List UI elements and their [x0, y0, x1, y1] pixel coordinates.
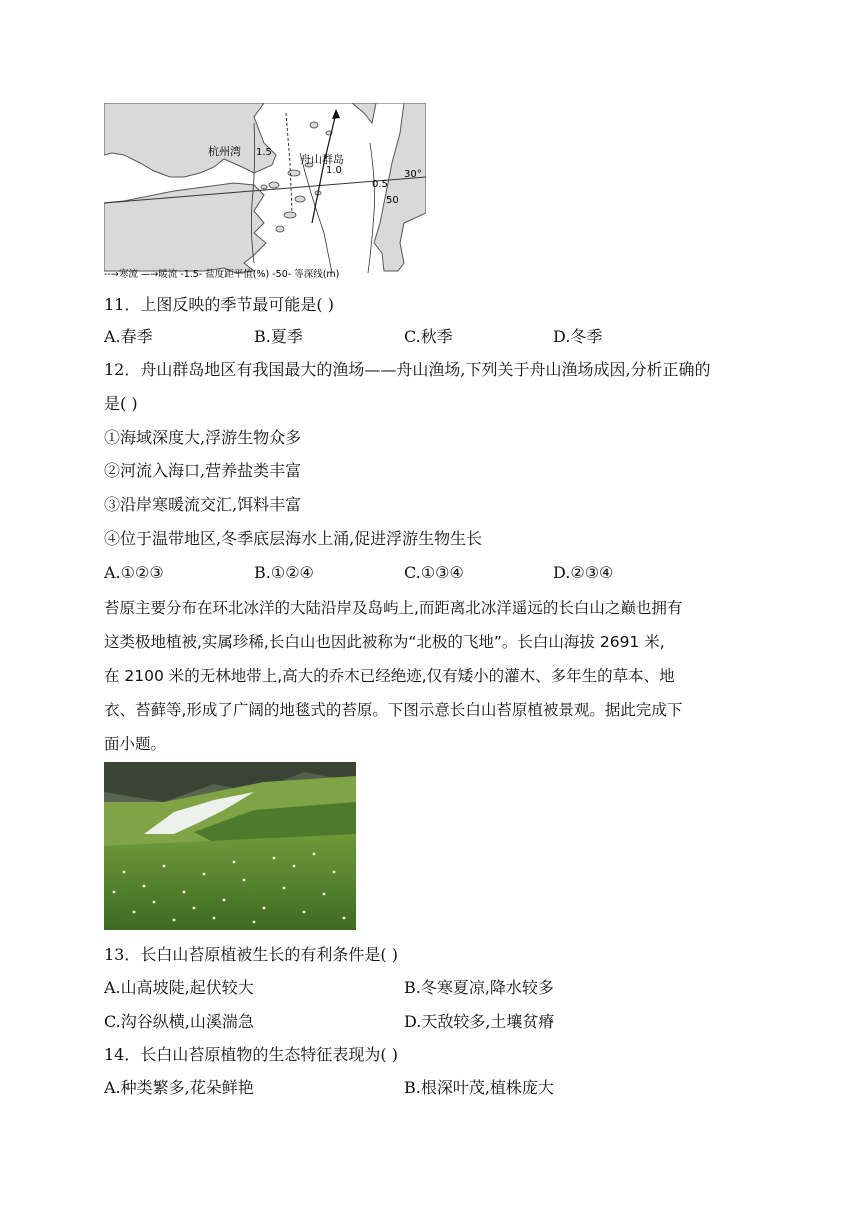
passage-line-5: 面小题。: [104, 735, 167, 753]
label-1.5: 1.5: [256, 147, 272, 158]
label-1.0: 1.0: [326, 165, 342, 176]
q13-option-d[interactable]: D.天敌较多,土壤贫瘠: [404, 1012, 555, 1031]
q12-statement-2: ②河流入海口,营养盐类丰富: [104, 461, 302, 480]
q12-stem-line2: 是( ): [104, 394, 138, 413]
q11-option-c[interactable]: C.秋季: [404, 327, 453, 346]
label-50: 50: [386, 195, 399, 206]
q11-option-a[interactable]: A.春季: [104, 327, 153, 346]
passage-line-1: 苔原主要分布在环北冰洋的大陆沿岸及岛屿上,而距离北冰洋遥远的长白山之巅也拥有: [104, 599, 683, 617]
tundra-landscape-photo: [104, 762, 356, 930]
q11-option-d[interactable]: D.冬季: [553, 327, 603, 346]
q11-stem: 11．上图反映的季节最可能是( ): [104, 295, 334, 314]
q12-statement-1: ①海域深度大,浮游生物众多: [104, 428, 302, 447]
meadow: [104, 834, 356, 930]
q13-option-a[interactable]: A.山高坡陡,起伏较大: [104, 978, 254, 997]
q14-option-b[interactable]: B.根深叶茂,植株庞大: [404, 1078, 554, 1097]
passage-line-4: 衣、苔藓等,形成了广阔的地毯式的苔原。下图示意长白山苔原植被景观。据此完成下: [104, 701, 683, 719]
q13-option-b[interactable]: B.冬寒夏凉,降水较多: [404, 978, 554, 997]
q11-option-b[interactable]: B.夏季: [254, 327, 303, 346]
label-0.5: 0.5: [372, 179, 388, 190]
map-legend: --→寒流 —→暖流 -1.5- 盐度距平值(%) -50- 等深线(m): [104, 269, 340, 280]
label-zhoushan: 舟山群岛: [300, 153, 344, 166]
label-hangzhou-bay: 杭州湾: [208, 145, 241, 158]
q12-option-a[interactable]: A.①②③: [104, 563, 164, 582]
q12-option-d[interactable]: D.②③④: [553, 563, 614, 582]
q12-statement-4: ④位于温带地区,冬季底层海水上涌,促进浮游生物生长: [104, 529, 483, 548]
q12-option-b[interactable]: B.①②④: [254, 563, 314, 582]
passage-line-2: 这类极地植被,实属珍稀,长白山也因此被称为“北极的飞地”。长白山海拔 2691 米,: [104, 633, 665, 651]
label-30deg: 30°: [404, 169, 422, 180]
q12-statement-3: ③沿岸寒暖流交汇,饵料丰富: [104, 495, 302, 514]
q12-stem-line1: 12．舟山群岛地区有我国最大的渔场——舟山渔场,下列关于舟山渔场成因,分析正确的: [104, 360, 711, 379]
q13-stem: 13．长白山苔原植被生长的有利条件是( ): [104, 945, 398, 964]
q14-stem: 14．长白山苔原植物的生态特征表现为( ): [104, 1045, 398, 1064]
q14-option-a[interactable]: A.种类繁多,花朵鲜艳: [104, 1078, 254, 1097]
q13-option-c[interactable]: C.沟谷纵横,山溪湍急: [104, 1012, 254, 1031]
zhoushan-sea-map: [104, 103, 426, 280]
q12-option-c[interactable]: C.①③④: [404, 563, 464, 582]
passage-line-3: 在 2100 米的无林地带上,高大的乔木已经绝迹,仅有矮小的灌木、多年生的草本、地: [104, 667, 675, 685]
